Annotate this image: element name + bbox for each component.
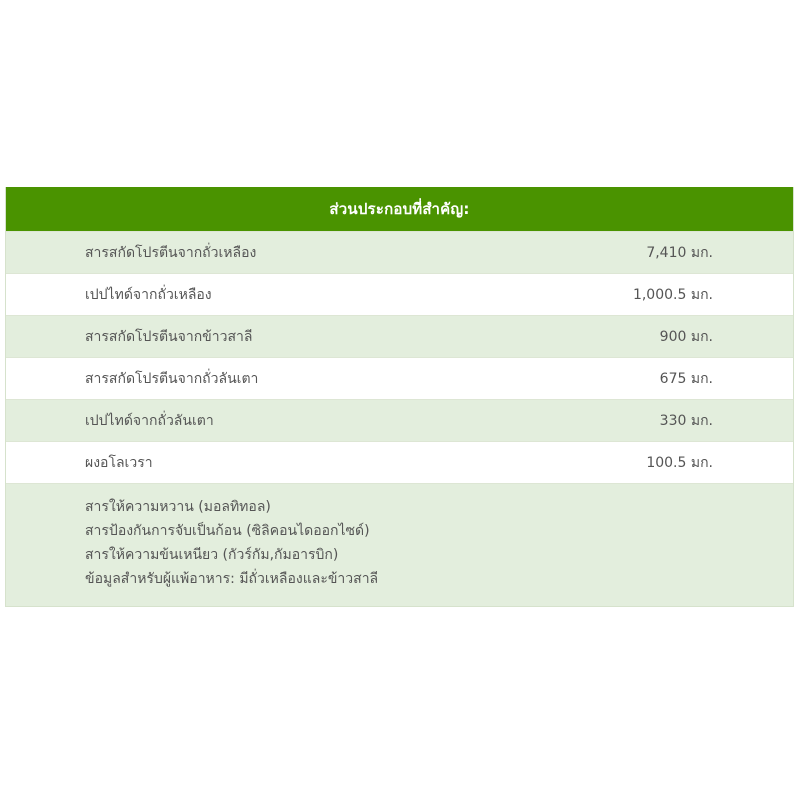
ingredient-name: สารสกัดโปรตีนจากข้าวสาลี: [85, 328, 253, 345]
ingredient-name: สารสกัดโปรตีนจากถั่วลันเตา: [85, 370, 259, 387]
table-row: [6, 231, 793, 273]
ingredient-amount: 7,410 มก.: [646, 244, 713, 261]
table-row: [6, 315, 793, 357]
table-row: [6, 273, 793, 315]
ingredient-name: ผงอโลเวรา: [85, 454, 153, 471]
allergen-info: ข้อมูลสำหรับผู้แพ้อาหาร: มีถั่วเหลืองและข้าวสาลี: [85, 571, 379, 587]
ingredients-table: [5, 187, 794, 607]
ingredient-amount: 100.5 มก.: [646, 454, 713, 471]
ingredient-amount: 675 มก.: [659, 370, 713, 387]
table-header: ส่วนประกอบที่สำคัญ:: [6, 187, 793, 231]
ingredient-name: เปปไทด์จากถั่วเหลือง: [85, 286, 212, 303]
table-row: [6, 441, 793, 483]
table-row: [6, 399, 793, 441]
ingredient-name: สารสกัดโปรตีนจากถั่วเหลือง: [85, 244, 257, 261]
additives-notes: [6, 483, 793, 606]
table-row: [6, 357, 793, 399]
ingredient-amount: 1,000.5 มก.: [632, 286, 713, 303]
ingredient-amount: 330 มก.: [659, 412, 713, 429]
note-line: สารให้ความหวาน (มอลทิทอล): [85, 499, 271, 515]
ingredient-amount: 900 มก.: [659, 328, 713, 345]
note-line: สารให้ความข้นเหนียว (กัวร์กัม,กัมอารบิก): [85, 547, 339, 563]
ingredient-name: เปปไทด์จากถั่วลันเตา: [85, 412, 214, 429]
note-line: สารป้องกันการจับเป็นก้อน (ซิลิคอนไดออกไซด์): [85, 523, 370, 539]
